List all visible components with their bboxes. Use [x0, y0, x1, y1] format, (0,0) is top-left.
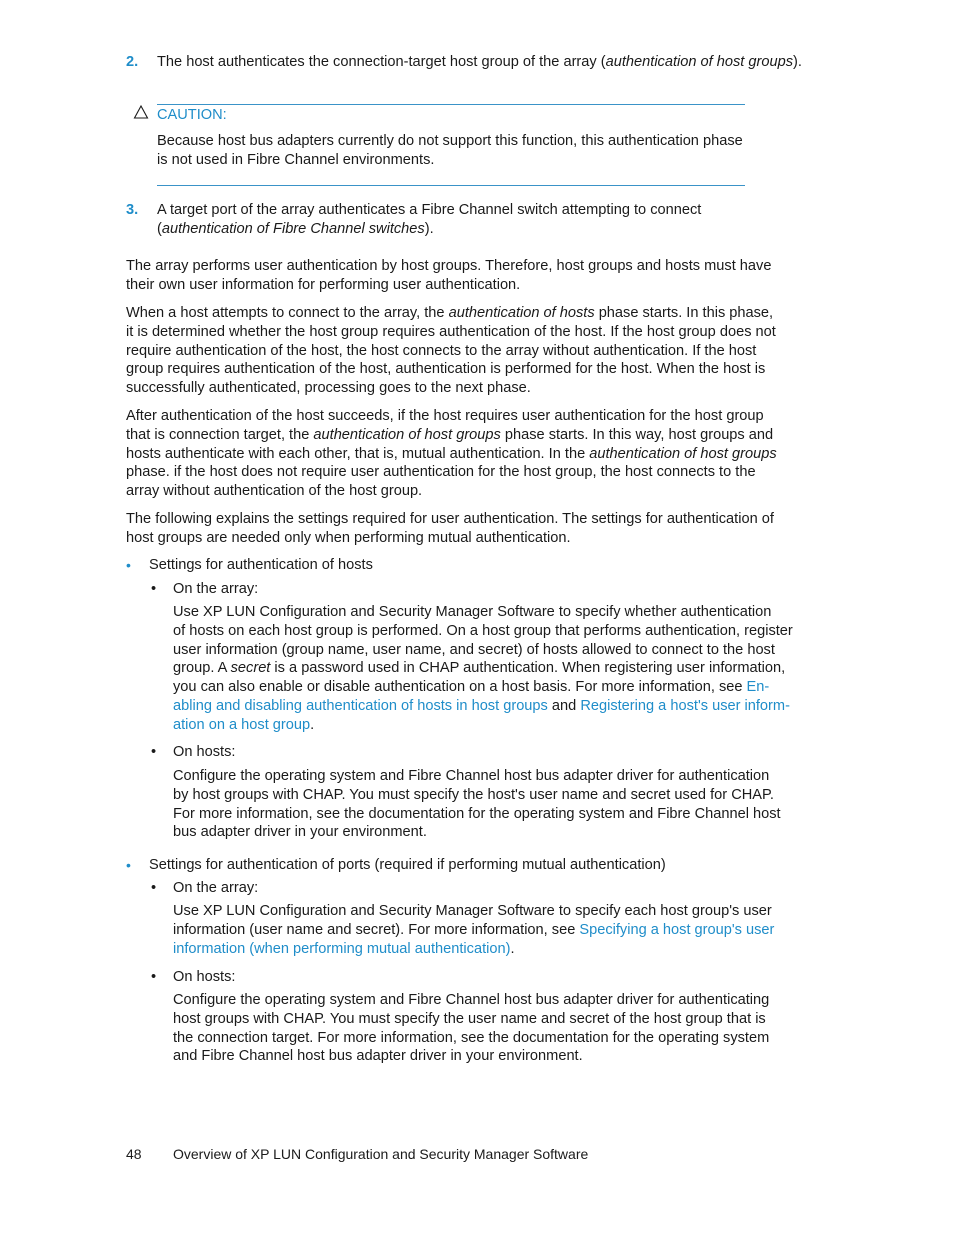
text-line: array without authentication of the host group. [126, 483, 423, 500]
step-2-text [157, 53, 817, 72]
italic-run: authentication of host groups [605, 54, 794, 70]
black-bullet-icon: • [151, 744, 157, 760]
text-line: Use XP LUN Configuration and Security Manager Software to specify each host group's user [173, 903, 772, 919]
text-line: bus adapter driver in your environment. [173, 824, 427, 841]
blue-bullet-icon: • [126, 857, 131, 873]
bullet-1-label [149, 556, 373, 575]
paragraph-1 [126, 257, 802, 295]
text-run: group. A [173, 660, 231, 677]
blue-bullet-icon: • [126, 557, 131, 573]
italic-run: authentication of Fibre Channel switches [161, 220, 425, 237]
italic-run: authentication of host groups [313, 426, 501, 443]
step-3-text [157, 201, 797, 239]
text-line [173, 659, 805, 678]
warning-triangle-icon [133, 104, 151, 122]
text-line [173, 697, 805, 716]
text-line: their own user information for performing user authentication. [126, 276, 521, 293]
italic-run: authentication of host groups [589, 445, 777, 462]
text-line: phase. if the host does not require user authentication for the host group, the host connects to the [126, 464, 756, 481]
text-line: user information (group name, user name, and secret) of hosts allowed to connect to the host [173, 641, 775, 658]
text-run: and [547, 697, 581, 714]
link-registering-host-user-info[interactable]: Registering a host's user inform- [580, 697, 790, 714]
text-run: you can also enable or disable authentication on a host basis. For more information, see [173, 679, 747, 696]
text-run: Settings for authentication of hosts [149, 557, 373, 573]
text-line: A target port of the array authenticates a Fibre Channel switch attempting to connect [157, 202, 702, 218]
text-run: that is connection target, the [126, 426, 314, 443]
text-line: group requires authentication of the host, authentication is performed for the host. When the host is [126, 361, 766, 378]
page-number [126, 1145, 142, 1164]
bullet-2-label [149, 856, 666, 875]
footer-title [173, 1145, 588, 1164]
text-line [173, 678, 805, 697]
bullet-1-hosts-label [173, 743, 235, 762]
text-run: On the array: [173, 880, 259, 896]
text-run: On hosts: [173, 969, 236, 985]
paragraph-3 [126, 407, 802, 501]
link-enabling-disabling-auth[interactable]: En- [746, 679, 770, 696]
paragraph-4 [126, 510, 802, 548]
black-bullet-icon: • [151, 880, 157, 896]
italic-run: secret [230, 660, 271, 677]
text-line: After authentication of the host succeeds, if the host requires user authentication for the host group [126, 408, 764, 424]
caution-bottom-rule [157, 185, 745, 186]
text-line: The following explains the settings required for user authentication. The settings for authentication of [126, 511, 774, 527]
caution-top-rule [157, 104, 745, 105]
paragraph-2 [126, 304, 802, 398]
text-line: and Fibre Channel host bus adapter driver in your environment. [173, 1048, 583, 1065]
step-number: 3. [126, 202, 139, 218]
text-run: The host authenticates the connection-target host group of the array ( [157, 54, 606, 70]
link-registering-host-user-info-cont[interactable]: ation on a host group [173, 716, 311, 733]
footer-title-text: Overview of XP LUN Configuration and Security Manager Software [173, 1146, 589, 1162]
text-run: . [510, 940, 515, 957]
black-bullet-icon: • [151, 581, 157, 597]
text-line [126, 426, 802, 445]
text-run: When a host attempts to connect to the array, the [126, 305, 449, 321]
bullet-2-hosts-label [173, 968, 235, 987]
caution-body [157, 132, 757, 170]
text-line [173, 716, 805, 735]
step-3-number [126, 201, 138, 220]
text-run: phase starts. In this way, host groups and [500, 426, 774, 443]
text-line [157, 220, 797, 239]
text-line [126, 304, 802, 323]
text-line: host groups with CHAP. You must specify the user name and secret of the host group that is [173, 1010, 766, 1027]
caution-label [157, 106, 227, 125]
text-line: Because host bus adapters currently do not support this function, this authentication phase [157, 133, 743, 149]
text-run: ( [157, 220, 162, 237]
text-run: Settings for authentication of ports (required if performing mutual authentication) [149, 857, 666, 873]
text-line: by host groups with CHAP. You must specify the host's user name and secret used for CHAP. [173, 786, 774, 803]
text-line [126, 445, 802, 464]
link-specifying-host-group-user-info-cont[interactable]: information (when performing mutual authentication) [173, 940, 511, 957]
bullet-2-hosts-body [173, 991, 805, 1066]
text-line: For more information, see the documentation for the operating system and Fibre Channel host [173, 805, 781, 822]
link-specifying-host-group-user-info[interactable]: Specifying a host group's user [579, 921, 775, 938]
bullet-2-array-label [173, 879, 258, 898]
text-line: Configure the operating system and Fibre Channel host bus adapter driver for authenticating [173, 992, 770, 1008]
text-line: successfully authenticated, processing goes to the next phase. [126, 380, 531, 397]
text-line: The array performs user authentication by host groups. Therefore, host groups and hosts must have [126, 258, 772, 274]
text-run: On hosts: [173, 744, 236, 760]
text-run: . [310, 716, 315, 733]
bullet-1-array-body [173, 603, 805, 735]
text-line: the connection target. For more information, see the documentation for the operating system [173, 1029, 770, 1046]
text-line: Use XP LUN Configuration and Security Manager Software to specify whether authentication [173, 604, 772, 620]
text-line: it is determined whether the host group requires authentication of the host. If the host group does not [126, 323, 776, 340]
text-line [173, 921, 805, 940]
text-run: On the array: [173, 581, 259, 597]
text-line: host groups are needed only when performing mutual authentication. [126, 529, 571, 546]
text-line: Configure the operating system and Fibre Channel host bus adapter driver for authentication [173, 768, 770, 784]
link-enabling-disabling-auth-cont[interactable]: abling and disabling authentication of hosts in host groups [173, 697, 548, 714]
text-run: ). [424, 220, 434, 237]
text-line [173, 940, 805, 959]
text-run: ). [793, 54, 802, 70]
text-run: is a password used in CHAP authentication. When registering user information, [270, 660, 786, 677]
text-run: hosts authenticate with each other, that is, mutual authentication. In the [126, 445, 590, 462]
text-line: require authentication of the host, the host connects to the array without authentication. If the host [126, 342, 757, 359]
bullet-1-hosts-body [173, 767, 805, 842]
italic-run: authentication of hosts [448, 305, 595, 321]
text-run: phase starts. In this phase, [594, 305, 774, 321]
caution-label-text: CAUTION: [157, 107, 227, 123]
step-2-number [126, 53, 138, 72]
step-number: 2. [126, 54, 139, 70]
text-line: of hosts on each host group is performed. On a host group that performs authentication, register [173, 622, 793, 639]
bullet-1-array-label [173, 580, 258, 599]
text-line: is not used in Fibre Channel environments. [157, 151, 435, 168]
page-number-text: 48 [126, 1146, 142, 1162]
text-run: information (user name and secret). For more information, see [173, 921, 580, 938]
bullet-2-array-body [173, 902, 805, 958]
black-bullet-icon: • [151, 969, 157, 985]
